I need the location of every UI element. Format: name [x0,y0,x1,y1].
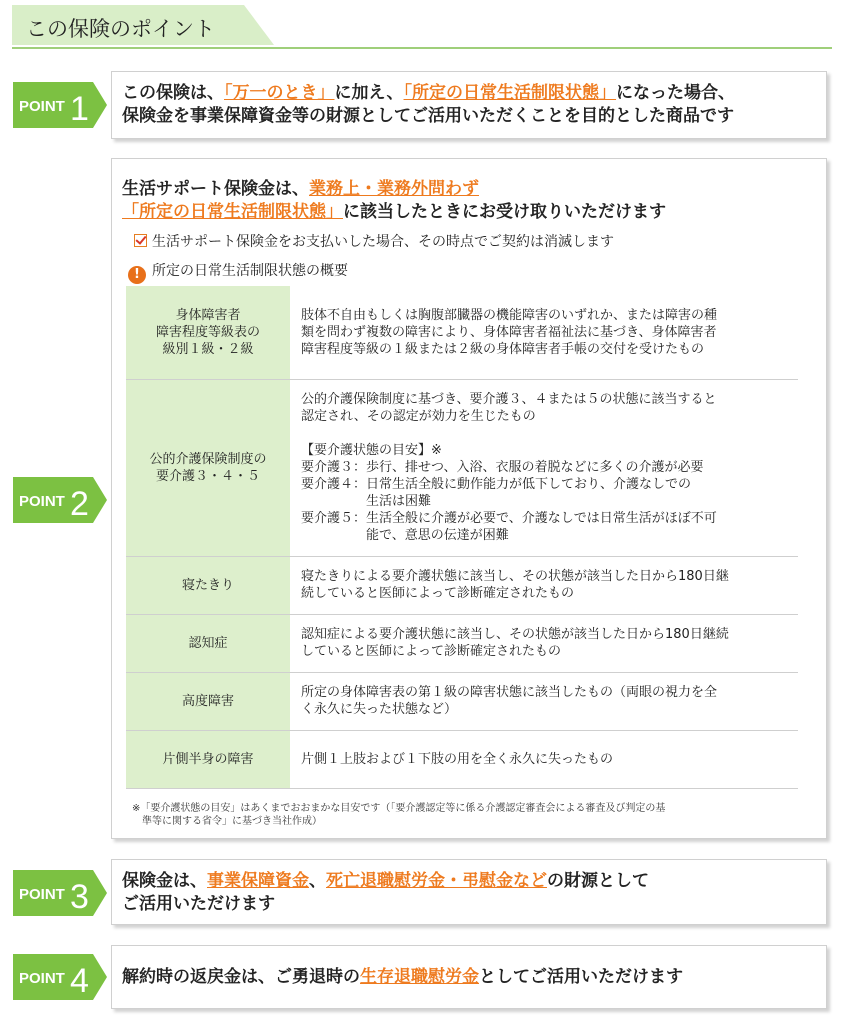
row-desc: 寝たきりによる要介護状態に該当し、その状態が該当した日から180日継 続していると医師によって診断確定されたもの [291,556,799,614]
row-label: 認知症 [126,614,291,672]
point-2-line-1: 生活サポート保険金は、業務上・業務外問わず [122,179,479,199]
point-1-card [111,71,827,139]
row-desc: 所定の身体障害表の第１級の障害状態に該当したもの（両眼の視力を全 く永久に失った状態など） [291,672,799,730]
table-row [126,614,798,672]
overview-heading: ! 所定の日常生活制限状態の概要 [128,260,348,284]
row-desc: 肢体不自由もしくは胸腹部臓器の機能障害のいずれか、または障害の種 類を問わず複数の障害により、身体障害者福祉法に基づき、身体障害者 障害程度等級の１級または２級の身体障害者手帳の交付を受けたもの [291,286,799,379]
point-number: 2 [70,485,89,523]
point-word: POINT [19,98,65,115]
point-number: 3 [70,878,89,916]
point-word: POINT [19,970,65,987]
table-row [126,730,798,788]
point-1-line-1: この保険は、「万一のとき」に加え、「所定の日常生活制限状態」になった場合、 [122,83,736,103]
point-4-card [111,945,827,1009]
row-label: 高度障害 [126,672,291,730]
page-title: この保険のポイント [26,17,215,41]
table-row [126,672,798,730]
point-word: POINT [19,493,65,510]
table-row [126,556,798,614]
row-label: 片側半身の障害 [126,730,291,788]
condition-table [126,286,798,789]
point-2-card [111,158,827,839]
row-label: 公的介護保険制度の 要介護３・４・５ [126,379,291,556]
point-1-line-2: 保険金を事業保障資金等の財源としてご活用いただくことを目的とした商品です [122,106,734,126]
point-3-line-1: 保険金は、事業保障資金、死亡退職慰労金・弔慰金などの財源として [122,871,649,891]
point-word: POINT [19,886,65,903]
point-2-line-2: 「所定の日常生活制限状態」に該当したときにお受け取りいただけます [122,202,666,222]
check-note: 生活サポート保険金をお支払いした場合、その時点でご契約は消滅します [134,231,614,251]
point-4-line-1: 解約時の返戻金は、ご勇退時の生存退職慰労金としてご活用いただけます [122,967,683,987]
point-3-line-2: ご活用いただけます [122,894,275,914]
row-label: 寝たきり [126,556,291,614]
warning-icon: ! [128,266,146,284]
point-1-badge [13,82,107,128]
point-2-badge [13,477,107,523]
point-3-card [111,859,827,925]
point-4-badge [13,954,107,1000]
point-3-badge [13,870,107,916]
checkbox-icon [134,234,147,247]
section-header [12,5,832,49]
row-desc: 認知症による要介護状態に該当し、その状態が該当した日から180日継続 していると医師によって診断確定されたもの [291,614,799,672]
point-number: 1 [70,90,89,128]
table-row [126,379,798,556]
row-desc: 公的介護保険制度に基づき、要介護３、４または５の状態に該当すると 認定され、その認定が効力を生じたもの 【要介護状態の目安】※ 要介護３：歩行、排せつ、入浴、衣服の着脱などに多くの介護が必要 要介護４：日常生活全般に動作能力が低下しており、介護なしでの 生活は困難 要介護５：生活全般に介護が必要で、介護なしでは日常生活がほぼ不可 能で、意思の伝達が困難 [291,379,799,556]
footnote: ※「要介護状態の目安」はあくまでおおまかな目安です（「要介護認定等に係る介護認定審査会による審査及び判定の基 準等に関する省令」に基づき当社作成） [132,803,666,827]
table-row [126,286,798,379]
row-desc: 片側１上肢および１下肢の用を全く永久に失ったもの [291,730,799,788]
row-label: 身体障害者 障害程度等級表の 級別１級・２級 [126,286,291,379]
point-number: 4 [70,962,89,1000]
